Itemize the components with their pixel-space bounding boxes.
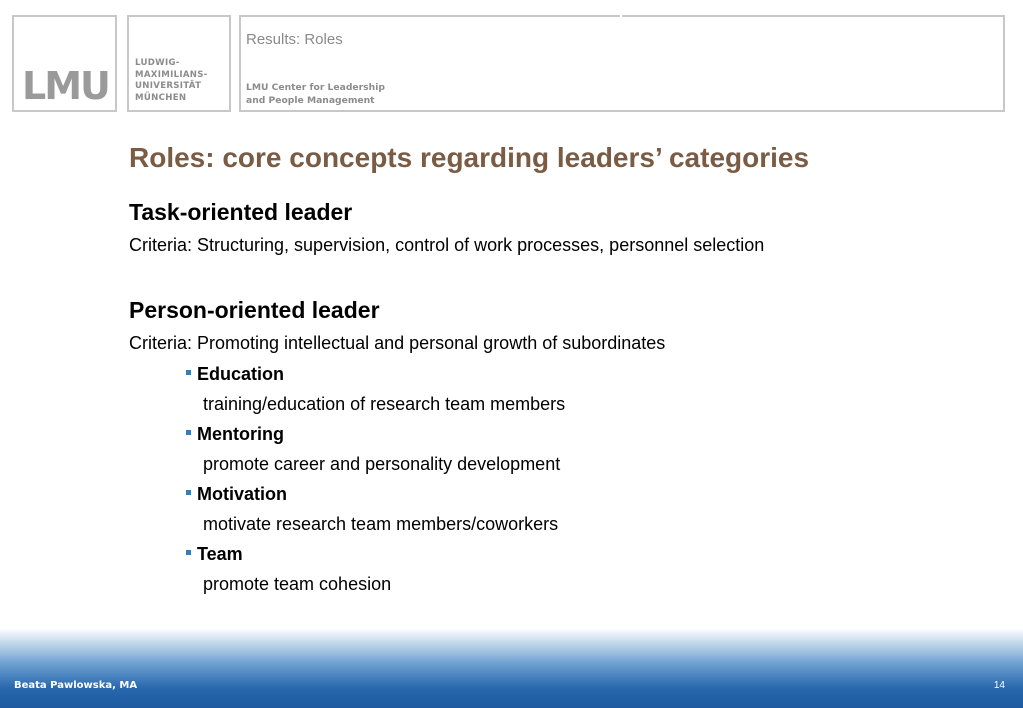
bullet-label: Mentoring — [197, 424, 284, 444]
footer-author: Beata Pawlowska, MA — [14, 680, 138, 691]
university-name — [135, 58, 208, 104]
square-bullet-icon — [186, 490, 191, 495]
center-name — [246, 81, 385, 107]
section-criteria-task: Criteria: Structuring, supervision, control of work processes, personnel selection — [129, 235, 765, 255]
bullet-description: promote career and personality development — [203, 454, 561, 474]
section-criteria-person: Criteria: Promoting intellectual and personal growth of subordinates — [129, 333, 666, 353]
lmu-logo — [12, 15, 117, 112]
page-number: 14 — [993, 680, 1005, 691]
footer-bar — [0, 628, 1023, 708]
university-line: MÜNCHEN — [135, 92, 187, 103]
bullet-mentoring — [186, 424, 284, 445]
square-bullet-icon — [186, 370, 191, 375]
section-title-task: Task-oriented leader — [129, 199, 353, 225]
center-line: LMU Center for Leadership — [246, 82, 385, 93]
center-line: and People Management — [246, 95, 375, 106]
bullet-label: Education — [197, 364, 285, 384]
bullet-education — [186, 364, 284, 385]
slide-title: Roles: core concepts regarding leaders’ categories — [129, 142, 810, 173]
university-line: LUDWIG- — [135, 58, 180, 68]
university-line: MAXIMILIANS- — [135, 69, 208, 80]
bullet-description: promote team cohesion — [203, 574, 392, 594]
bullet-label: Motivation — [197, 484, 287, 504]
bullet-description: motivate research team members/coworkers — [203, 514, 559, 534]
university-line: UNIVERSITÄT — [135, 81, 202, 92]
bullet-description: training/education of research team members — [203, 394, 566, 414]
bullet-team — [186, 544, 243, 565]
bullet-motivation — [186, 484, 287, 505]
bullet-label: Team — [197, 544, 243, 564]
logo-text: LMU — [22, 64, 109, 108]
slide-section-tag: Results: Roles — [246, 31, 343, 48]
header-title-box — [239, 15, 1005, 112]
square-bullet-icon — [186, 550, 191, 555]
square-bullet-icon — [186, 430, 191, 435]
section-title-person: Person-oriented leader — [129, 297, 380, 323]
university-name-box — [127, 15, 231, 112]
